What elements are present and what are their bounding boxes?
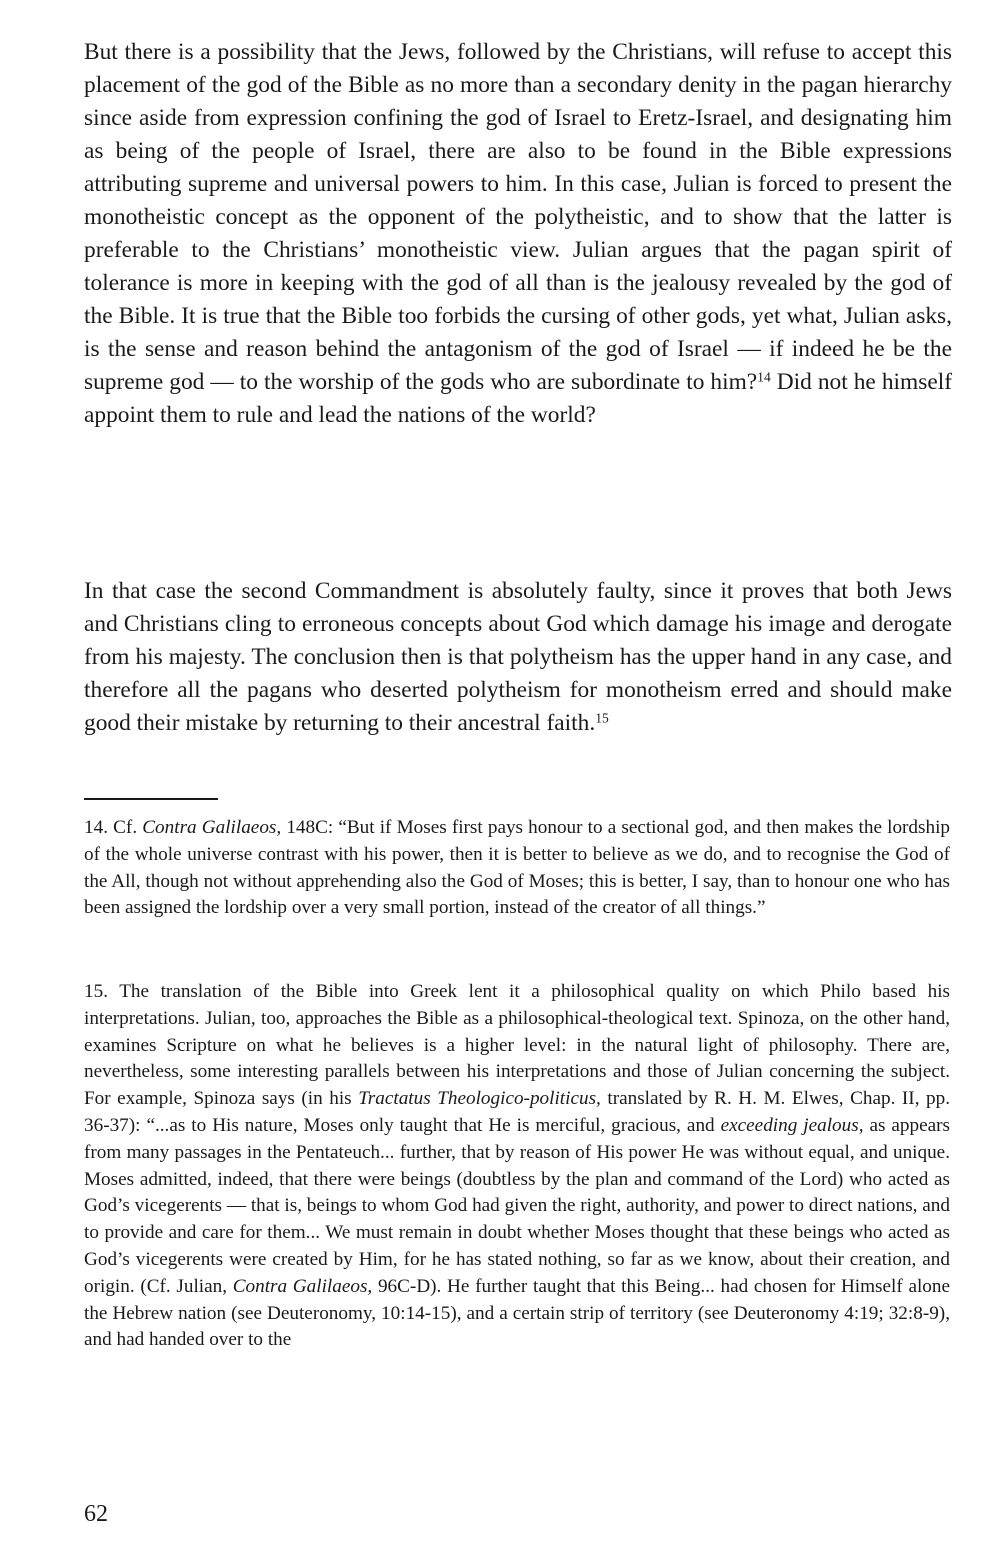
footnote-15-emphasis: exceeding jealous, xyxy=(720,1114,864,1136)
footnote-15-number: 15. xyxy=(84,981,108,1002)
footnote-15-title-tractatus: Tractatus Theologico-politicus, xyxy=(358,1088,601,1110)
footnote-14-number: 14. xyxy=(84,817,108,838)
paragraph-2-text: In that case the second Commandment is absolutely faulty, since it proves that both Jews and Christians cling to erroneous concepts about God which damage his image and derogate from his majesty. The conclusion then is that polytheism has the upper hand in any case, and therefore all the pagans who deserted polytheism for monotheism erred and should make good their mistake by returning to their ancestral faith. xyxy=(84,578,952,736)
paragraph-1-text: But there is a possibility that the Jews, followed by the Christians, will refuse to accept this placement of the god of the Bible as no more than a secondary denity in the pagan hierarchy since aside from expression confining the god of Israel to Eretz-Israel, and designating him as being of the people of Israel, there are also to be found in the Bible expressions attributing supreme and universal powers to him. In this case, Julian is forced to present the monotheistic concept as the opponent of the polytheistic, and to show that the latter is preferable to the Christians’ monotheistic view. Julian argues that the pagan spirit of tolerance is more in keeping with the god of all than is the jealousy revealed by the god of the Bible. It is true that the Bible too forbids the cursing of other gods, yet what, Julian asks, is the sense and reason behind the antagonism of the god of Israel — if indeed he be the supreme god — to the worship of the gods who are subordinate to him? xyxy=(84,39,952,395)
footnote-14 xyxy=(84,815,950,922)
page-number: 62 xyxy=(84,1501,108,1527)
footnote-ref-15: 15 xyxy=(595,710,609,726)
body-paragraph-1 xyxy=(84,36,952,432)
footnote-15-text-2: translated by R. H. M. Elwes, Chap. II, pp. 36-37): “...as to His nature, Moses only taught that He is merciful, gracious, and xyxy=(84,1088,950,1136)
footnote-ref-14: 14 xyxy=(757,369,771,385)
footnote-14-title: Contra Galilaeos, xyxy=(142,817,282,838)
footnote-separator xyxy=(84,798,218,800)
footnote-15-title-contra: Contra Galilaeos, xyxy=(232,1275,373,1297)
footnote-15 xyxy=(84,979,950,1354)
body-paragraph-2 xyxy=(84,575,952,740)
paragraph-1-tail: Did not he himself appoint them to rule and lead the nations of the world? xyxy=(84,369,952,428)
footnote-15-text-4: 96C-D). He further taught that this Being... had chosen for Himself alone the Hebrew nation (see Deuteronomy, 10:14-15), and a certain strip of territory (see Deuteronomy 4:19; 32:8-9), and had handed over to the xyxy=(84,1275,951,1351)
footnote-15-text-3: as appears from many passages in the Pentateuch... further, that by reason of His power He was without equal, and unique. Moses admitted, indeed, that there were beings (doubtless by the plan and command of the Lord) who acted as God’s vicegerents — that is, beings to whom God had given the right, authority, and power to direct nations, and to provide and care for them... We must remain in doubt whether Moses thought that these beings who acted as God’s vicegerents were created by Him, for he has stated nothing, so far as we know, about their creation, and origin. (Cf. Julian, xyxy=(84,1114,951,1297)
footnote-15-text-1: The translation of the Bible into Greek lent it a philosophical quality on which Philo based his interpretations. Julian, too, approaches the Bible as a philosophical-theological text. Spinoza, on the other hand, examines Scripture on what he believes is a higher level: in the natural light of philosophy. There are, nevertheless, some interesting parallels between his interpretations and those of Julian concerning the subject. For example, Spinoza says (in his xyxy=(84,981,950,1110)
footnote-14-prefix: Cf. xyxy=(113,817,138,838)
footnote-14-text: 148C: “But if Moses first pays honour to a sectional god, and then makes the lordship of the whole universe contrast with his power, then it is better to believe as we do, and to recognise the God of the All, though not without apprehending also the God of Moses; this is better, I say, than to honour one who has been assigned the lordship over a very small portion, instead of the creator of all things.” xyxy=(84,817,951,919)
